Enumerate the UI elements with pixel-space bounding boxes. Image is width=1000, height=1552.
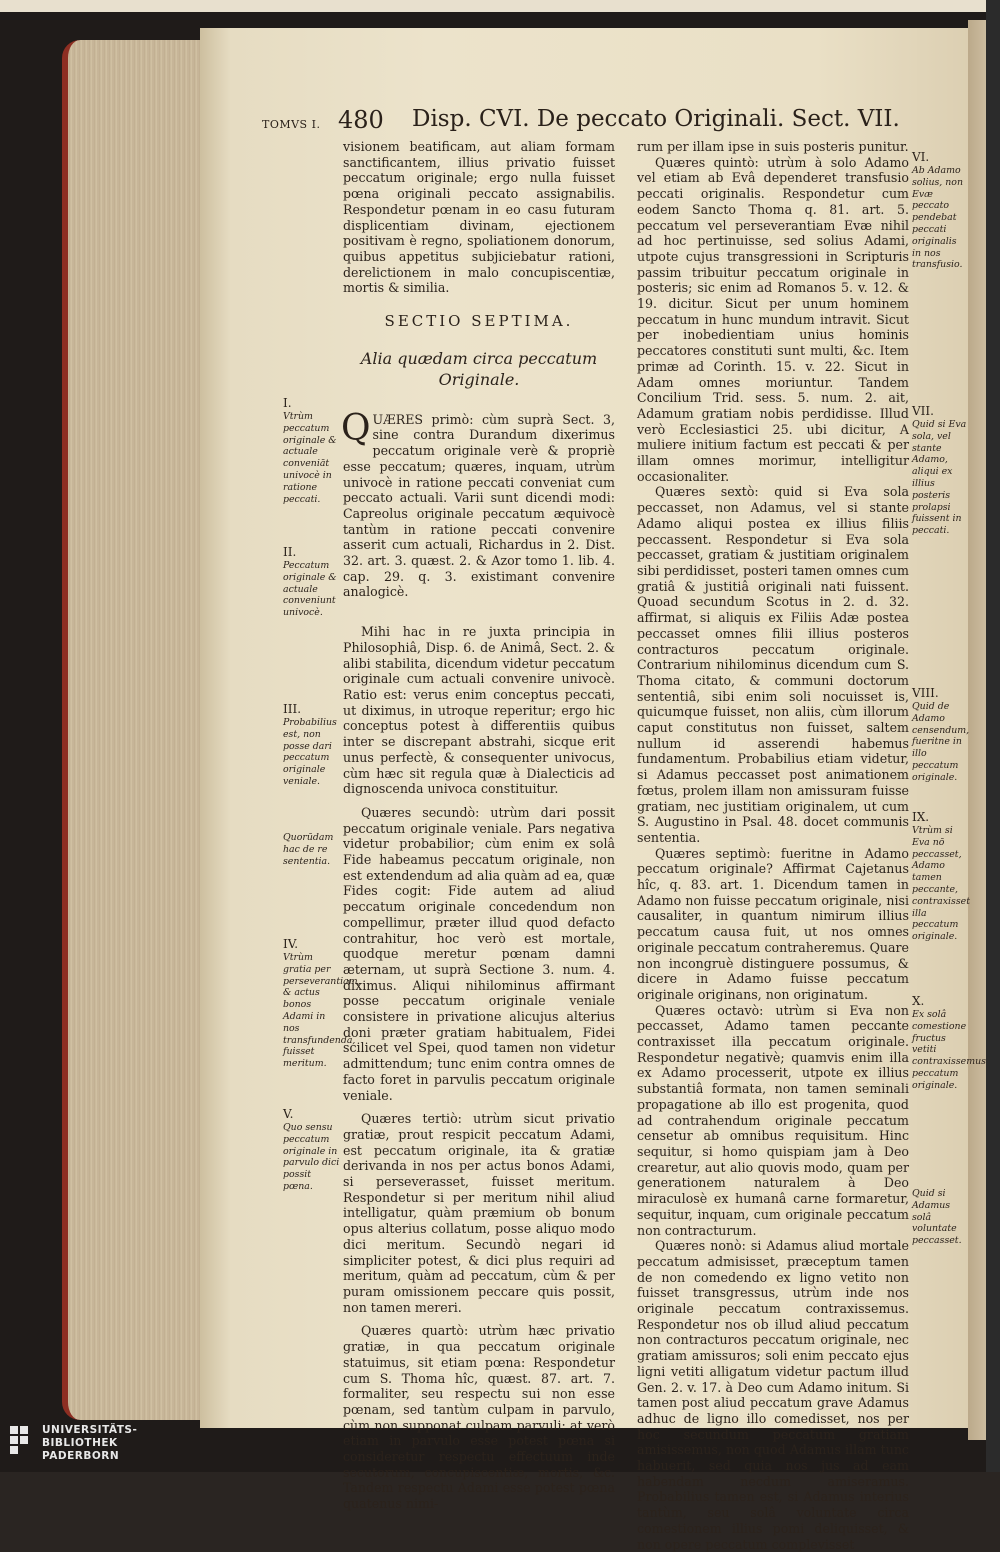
- scale-bar: [986, 0, 1000, 1472]
- paragraph: Mihi hac in re juxta principia in Philosophiâ, Disp. 6. de Animâ, Sect. 2. & alibi stabilita, dicendum videtur peccatum originale cum actuali convenire univocè. Ratio est: verus enim conceptus peccati, ut diximus, in utroque reperitur; ergo hic conceptus potest à differentiis quibus inter se discrepant abstrahi, sicque erit unus perfectè, & consequenter univocus, cùm hæc sit regula quæ à Dialecticis ad dignoscenda univoca constituitur.: [343, 624, 615, 797]
- drop-capital: Q: [341, 407, 371, 449]
- margin-note-text: Vtrùm gratia per perseverantiam, & actus bonos Adami in nos transfundenda, fuisset meritum.: [283, 952, 361, 1070]
- margin-note: [283, 937, 361, 1070]
- margin-note-text: Peccatum originale & actuale conveniunt univocè.: [283, 560, 337, 619]
- paragraph: Quæres septimò: fueritne in Adamo peccatum originale? Affirmat Cajetanus hîc, q. 83. art. 1. Dicendum tamen in Adamo non fuisse peccatum originale, nisi causaliter, in quantum nimirum illius peccatum causa fuit, ut nos omnes originale peccatum contraheremus. Quare non incongruè distinguere possumus, & dicere in Adamo fuisse peccatum originale originans, non originatum.: [637, 845, 909, 1002]
- margin-note-text: Quid de Adamo censendum, fueritne in illo peccatum originale.: [912, 701, 970, 783]
- margin-note-text: Quid si Adamus solâ voluntate peccasset.: [912, 1188, 962, 1247]
- margin-note: [283, 832, 343, 867]
- margin-note-number: VIII.: [912, 686, 939, 700]
- margin-note-number: V.: [283, 1107, 294, 1121]
- library-logo: [8, 1420, 168, 1468]
- paragraph: Quæres secundò: utrùm dari possit peccatum originale veniale. Pars negativa videtur probabilior; cùm enim ex solâ Fide habeamus peccatum originale, non est extendendum ad alia quàm ad ea, quæ Fides cogit: Fide autem ad aliud peccatum originale concedendum non compellimur, præter illud quod defacto contrahitur, hoc verò est mortale, quodque meretur pœnam damni æternam, ut suprà Sectione 3. num. 4. diximus. Aliqui nihilominus affirmant posse peccatum originale veniale consistere in privatione alicujus alterius doni præter gratiam habitualem, Fidei scilicet vel Spei, quod tamen non videtur admittendum; tunc enim contra omnes de facto foret in parvulis peccatum originale veniale.: [343, 804, 615, 1103]
- left-top-text: visionem beatificam, aut aliam formam sanctificantem, illius privatio fuisset peccatum originale; ergo nulla fuisset pœna originali peccato assignabilis. Respondetur pœnam in eo casu futuram displicentiam divinam, ejectionem positivam è regno, spoliationem donorum, quibus appetitus subjiciebatur rationi, derelictionem in malo concupiscentiæ, mortis & similia.: [343, 139, 615, 296]
- margin-note-number: VI.: [912, 150, 930, 164]
- paragraph: Quæres octavò: utrùm si Eva non peccasset, Adamo tamen peccante contraxisset illa peccatum originale. Respondetur negativè; quamvis enim illa ex Adamo processerit, utpote ex illius substantiâ formata, non tamen seminali propagatione ab illo est progenita, quod ad contrahendum originale peccatum censetur ab omnibus requisitum. Hinc sequitur, si homo quispiam jam à Deo crearetur, aut alio quovis modo, quam per generationem naturalem à Deo miraculosè ex humanâ carne formaretur, sequitur, inquam, cum originale peccatum non contracturum.: [637, 1002, 909, 1238]
- margin-note-number: X.: [912, 994, 925, 1008]
- margin-note-text: Quo sensu peccatum originale in parvulo dici possit pœna.: [283, 1122, 340, 1192]
- margin-note-text: Quorūdam hac de re sententia.: [283, 832, 334, 867]
- paragraph: Quæres sextò: quid si Eva sola peccasset, non Adamus, vel si stante Adamo aliqui postea ex illius filiis peccassent. Respondetur si Eva sola peccasset, gratiam & justitiam originalem sibi perdidisset, posteri tamen omnes cum gratiâ & justitiâ originali nati fuissent. Quoad secundum Scotus in 2. d. 32. affirmat, si aliquis ex Filiis Adæ postea peccasset omnes filii illius posteros contracturos peccatum originale. Contrarium nihilominus dicendum cum S. Thoma citato, & communi doctorum sententiâ, sibi enim soli nocuisset is, quicumque fuisset, non aliis, cùm illorum caput constitutus non fuisset, saltem nullum id asserendi habemus fundamentum. Probabilius etiam videtur, si Adamus peccasset post animationem fœtus, prolem illam non amissuram fuisse gratiam, nec justitiam originalem, ut cum S. Augustino in Psal. 48. docet communis sententia.: [637, 484, 909, 845]
- margin-note: [283, 396, 343, 505]
- margin-note: [912, 1188, 968, 1247]
- paragraph: Quæres quintò: utrùm à solo Adamo vel etiam ab Evâ dependeret transfusio peccati originalis. Respondetur cum eodem Sancto Thoma q. 81. art. 5. peccatum vel perseverantiam Evæ nihil ad hoc pertinuisse, sed solius Adami, utpote cujus transgressioni in Scripturis passim tribuitur peccatum originale in posteris; sic enim ad Romanos 5. v. 12. & 19. dicitur. Sicut per unum hominem peccatum in hunc mundum intravit. Sicut per inobedientiam unius hominis peccatores constituti sunt multi, &c. Item primæ ad Corinth. 15. v. 22. Sicut in Adam omnes moriuntur. Tandem Concilium Trid. sess. 5. num. 2. ait, Adamum gratiam nobis perdidisse. Illud verò Ecclesiastici 25. ubi dicitur, A muliere initium factum est peccati & per illam omnes morimur, intelligitur occasionaliter.: [637, 154, 909, 484]
- running-head: Disp. CVI. De peccato Originali. Sect. VII.: [412, 106, 900, 132]
- margin-note: [283, 1107, 343, 1193]
- paragraph: Quæres tertiò: utrùm sicut privatio gratiæ, prout respicit peccatum Adami, est peccatum originale, ita & gratiæ derivanda in nos per actus bonos Adami, si perseverasset, fuisset meritum. Respondetur si per meritum nihil aliud intelligatur, quàm præmium ob bonum opus alterius collatum, posse aliquo modo dici meritum. Secundò negari id simpliciter potest, & dici plus requiri ad meritum, quàm ad peccatum, cùm & per puram omissionem peccare quis possit, non tamen mereri.: [343, 1111, 615, 1315]
- margin-note-text: Quid si Eva sola, vel stante Adamo, aliqui ex illius posteris prolapsi fuissent in peccati.: [912, 419, 967, 537]
- paragraph: UÆRES primò: cùm suprà Sect. 3, sine contra Durandum dixerimus peccatum originale verè & propriè esse peccatum; quæres, inquam, utrùm univocè in ratione peccati conveniat cum peccato actuali. Varii sunt dicendi modi: Capreolus originale peccatum æquivocè tantùm in ratione peccati convenire asserit cum actuali, Richardus in 2. Dist. 32. art. 3. quæst. 2. & Azor tomo 1. lib. 4. cap. 29. q. 3. existimant convenire analogicè.: [343, 411, 615, 600]
- tomus-label: TOMVS I.: [262, 118, 321, 131]
- section-title: SECTIO SEPTIMA.: [384, 312, 574, 331]
- margin-note-number: IV.: [283, 937, 299, 951]
- margin-note: [912, 686, 968, 784]
- margin-note: [912, 404, 968, 537]
- right-column: [637, 139, 909, 1552]
- margin-note: [912, 150, 968, 271]
- library-logo-text: UNIVERSITÄTS- BIBLIOTHEK PADERBORN: [42, 1424, 138, 1462]
- book-page-edges: [62, 40, 208, 1420]
- left-column: [343, 139, 615, 1512]
- margin-note-number: III.: [283, 702, 302, 716]
- margin-note: [912, 994, 986, 1092]
- paragraph: Quæres quartò: utrùm hæc privatio gratiæ, in qua peccatum originale statuimus, sit etiam pœna: Respondetur cum S. Thoma hîc, quæst. 87. art. 7. formaliter, seu respectu sui non esse pœnam, sed tantùm culpam in parvulo, cùm non supponat culpam parvuli: at verò etiam in parvulo esse potest pœna si consideretur respectu effectuum inde secutorum, concupiscentiæ, mortis, &c. Tandem respectu Adami esse potest pœna quatenus nimi-: [343, 1323, 615, 1512]
- margin-note: [912, 810, 968, 943]
- margin-note-text: Ab Adamo solius, non Evæ peccato pendebat peccati originalis in nos transfusio.: [912, 165, 963, 271]
- margin-note-number: IX.: [912, 810, 930, 824]
- margin-note-text: Probabilius est, non posse dari peccatum originale veniale.: [283, 717, 337, 787]
- margin-note-text: Vtrùm si Eva nō peccasset, Adamo tamen peccante, contraxisset illa peccatum originale.: [912, 825, 970, 943]
- section-subtitle: Alia quædam circa peccatum Originale.: [360, 348, 598, 389]
- paragraph: Quæres nonò: si Adamus aliud mortale peccatum admisisset, præceptum tamen de non comedendo ex ligno vetito non fuisset transgressus, utrùm inde nos originale peccatum contraxissemus. Respondetur nos ob illud aliud peccatum non contracturos peccatum originale, nec gratiam amissuros; soli enim peccato ejus ligni vetiti alligatum videtur pactum illud Gen. 2. v. 17. à Deo cum Adamo initum. Si tamen post aliud peccatum grave Adamus adhuc de ligno illo comedisset, nos per hoc secundum peccatum gratiam amisissemus, non quod Adamus illam tunc habuerit, sed quia nos jus ad eam habendam necdum amiseramus. Probabilius tamen est, si Adamus interius tantùm, seu solâ voluntate circa comestionem illius pomi deliquisset, & non opere peccatum complevisset: [637, 1238, 909, 1552]
- page-header: [262, 106, 962, 142]
- scan-ruler: [0, 0, 1000, 12]
- margin-note-number: II.: [283, 545, 297, 559]
- paragraph: rum per illam ipse in suis posteris punitur.: [637, 139, 909, 154]
- margin-note: [283, 545, 343, 619]
- margin-note: [283, 702, 343, 788]
- margin-note-number: VII.: [912, 404, 934, 418]
- margin-note-number: I.: [283, 396, 292, 410]
- margin-note-text: Ex solâ comestione fructus vetiti contraxissemus peccatum originale.: [912, 1009, 986, 1091]
- library-emblem-icon: [8, 1424, 36, 1460]
- page-number: 480: [338, 106, 384, 134]
- margin-note-text: Vtrùm peccatum originale & actuale conveniāt univocè in ratione peccati.: [283, 411, 337, 505]
